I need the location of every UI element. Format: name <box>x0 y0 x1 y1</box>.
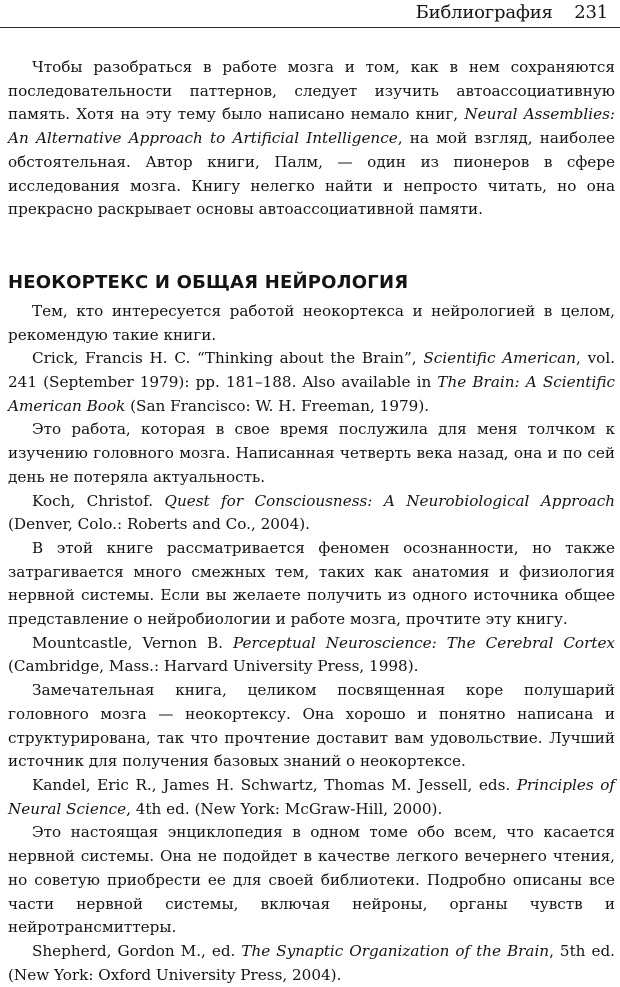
bib-publication: (San Francisco: W. H. Freeman, 1979). <box>125 396 430 415</box>
bib-note: Замечательная книга, целиком посвященная коре полушарий головного мозга — неокортексу. Она хорошо и понятно написана и структурирована, так что прочтение доставит вам удовольствие. Лучший источник для получения базовых знаний о неокортексе. <box>8 681 615 771</box>
page-body <box>8 56 615 987</box>
section-heading: НЕОКОРТЕКС И ОБЩАЯ НЕЙРОЛОГИЯ <box>8 271 409 293</box>
bib-author: Mountcastle, Vernon B. <box>32 633 233 652</box>
bib-entry <box>8 347 615 418</box>
bib-book-title: Perceptual Neuroscience: The Cerebral Cortex <box>232 633 615 652</box>
bib-book-title: Quest for Consciousness: A Neurobiological Approach <box>164 491 615 510</box>
running-header-section: Библиография <box>415 2 553 23</box>
intro-book-title: Neural Assemblies: An Alternative Approach to Artificial Intelligence <box>8 105 615 148</box>
bib-note: Это настоящая энциклопедия в одном томе обо всем, что касается нервной системы. Она не подойдет в качестве легкого вечернего чтения, но советую приобрести ее для своей библиотеки. Подробно описаны все части нервной системы, включая нейроны, органы чувств и нейротрансмиттеры. <box>8 823 615 937</box>
bib-author: Shepherd, Gordon M., ed. <box>32 941 242 960</box>
bib-note: Это работа, которая в свое время послужила для меня толчком к изучению головного мозга. Написанная четверть века назад, она и по сей день не потеряла актуальность. <box>8 420 615 486</box>
bib-publication: (Cambridge, Mass.: Harvard University Press, 1998). <box>8 657 419 676</box>
bib-entry <box>8 632 615 679</box>
intro-text-before: Чтобы разобраться в работе мозга и том, как в нем сохраняются последовательности паттернов, следует изучить автоассоциативную память. Хотя на эту тему было написано немало книг, <box>8 58 615 124</box>
bib-entry <box>8 940 615 987</box>
bib-entry <box>8 490 615 537</box>
bib-author: Koch, Christof. <box>32 491 165 510</box>
bib-article-title: “Thinking about the Brain”, <box>197 349 424 368</box>
bib-publication: , 4th ed. (New York: McGraw-Hill, 2000). <box>126 799 443 818</box>
header-rule <box>0 27 620 28</box>
bib-publication: (Denver, Colo.: Roberts and Co., 2004). <box>8 515 310 534</box>
bib-book-title: The Synaptic Organization of the Brain <box>241 941 550 960</box>
bib-publication: , 5th ed. (New York: Oxford University Press, 2004). <box>8 941 615 984</box>
page-number: 231 <box>574 2 608 23</box>
bib-source: Scientific American <box>423 349 577 368</box>
bib-author: Kandel, Eric R., James H. Schwartz, Thomas M. Jessell, eds. <box>32 775 517 794</box>
bib-details: , vol. 241 (September 1979): pp. 181–188. Also available in <box>8 349 616 392</box>
bib-entry <box>8 774 615 821</box>
bib-note: В этой книге рассматривается феномен осознанности, но также затрагивается много смежных тем, таких как анатомия и физиология нервной системы. Если вы желаете получить из одного источника общее представление о нейробиологии и работе мозга, прочтите эту книгу. <box>8 538 615 629</box>
bib-author: Crick, Francis H. C. <box>32 349 198 368</box>
intro-paragraph <box>8 56 615 222</box>
bib-book-title: The Brain: A Scientific American Book <box>8 373 615 415</box>
bib-book-title: Principles of Neural Science <box>8 775 616 818</box>
page-header <box>0 0 620 26</box>
running-header <box>416 2 608 23</box>
intro-text-after: , на мой взгляд, наиболее обстоятельная. Автор книги, Палм, — один из пионеров в сфере исследования мозга. Книгу нелегко найти и непросто читать, но она прекрасно раскрывает основы автоассоциативной памяти. <box>8 129 616 219</box>
section-lead: Тем, кто интересуется работой неокортекса и нейрологией в целом, рекомендую такие книги. <box>8 301 615 344</box>
